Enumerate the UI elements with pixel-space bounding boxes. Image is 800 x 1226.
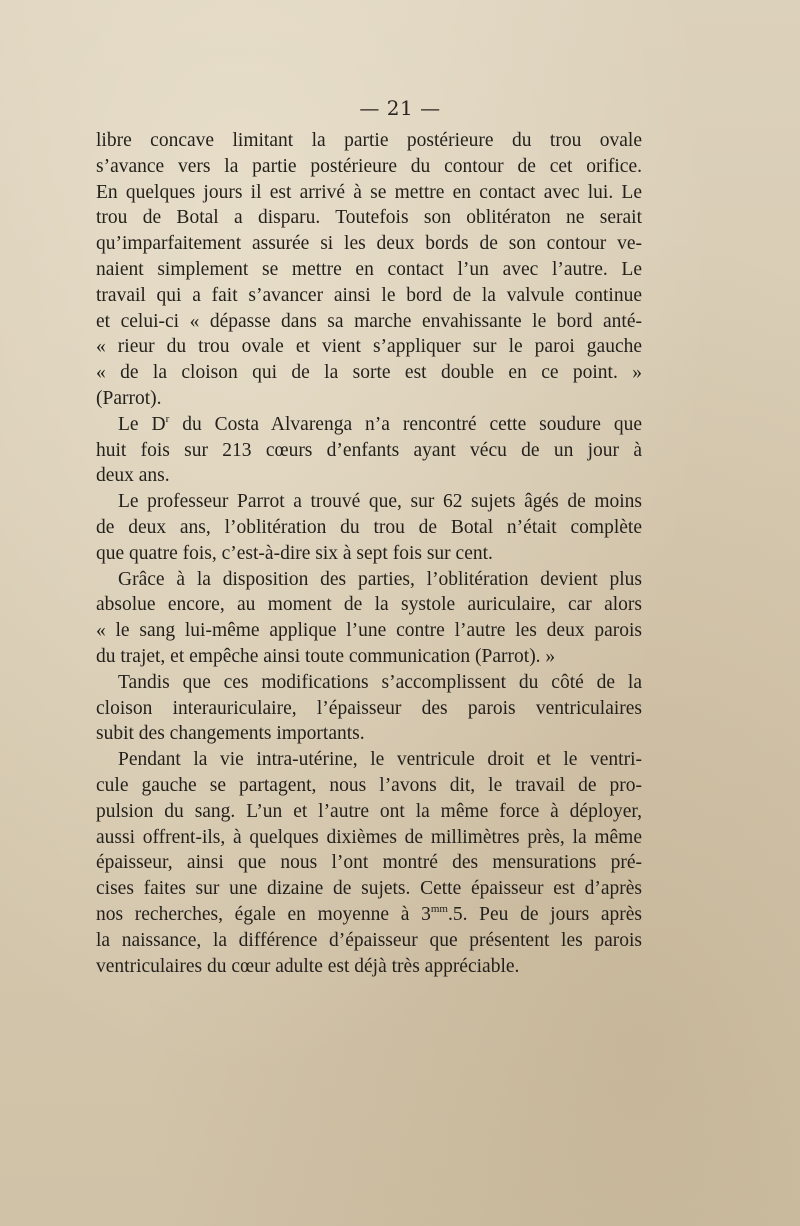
text-line: cule gauche se partagent, nous l’avons dit, le travail de pro-	[96, 774, 642, 796]
line-part: nos recherches, égale en moyenne à 3	[96, 903, 431, 925]
superscript: mm	[430, 902, 448, 915]
line-part: .5. Peu de jours après	[447, 903, 642, 925]
text-line: Grâce à la disposition des parties, l’oblitération devient plus	[118, 568, 642, 590]
text-line: ventriculaires du cœur adulte est déjà très appréciable.	[96, 955, 520, 977]
text-line: Pendant la vie intra-utérine, le ventricule droit et le ventri-	[118, 749, 642, 771]
text-line: Tandis que ces modifications s’accomplissent du côté de la	[118, 671, 642, 693]
text-line: pulsion du sang. L’un et l’autre ont la même force à déployer,	[96, 800, 642, 822]
text-line	[96, 902, 642, 928]
text-line: En quelques jours il est arrivé à se mettre en contact avec lui. Le	[96, 181, 642, 203]
text-line: cloison interauriculaire, l’épaisseur des parois ventriculaires	[96, 697, 642, 719]
text-line: de deux ans, l’oblitération du trou de Botal n’était complète	[96, 516, 642, 538]
line-part: Le D	[118, 413, 166, 435]
text-line: que quatre fois, c’est-à-dire six à sept fois sur cent.	[96, 542, 493, 564]
text-line: subit des changements importants.	[96, 723, 365, 745]
text-line: « rieur du trou ovale et vient s’appliquer sur le paroi gauche	[96, 336, 642, 358]
line-part: du Costa Alvarenga n’a rencontré cette soudure que	[169, 413, 643, 435]
text-line: trou de Botal a disparu. Toutefois son oblitératon ne serait	[96, 207, 642, 229]
text-line: Le professeur Parrot a trouvé que, sur 62 sujets âgés de moins	[118, 491, 642, 513]
text-line: la naissance, la différence d’épaisseur que présentent les parois	[96, 929, 642, 951]
text-line: libre concave limitant la partie postérieure du trou ovale	[96, 130, 642, 151]
text-line: cises faites sur une dizaine de sujets. Cette épaisseur est d’après	[96, 878, 642, 900]
text-line: qu’imparfaitement assurée si les deux bords de son contour ve-	[96, 233, 642, 255]
text-line: épaisseur, ainsi que nous l’ont montré des mensurations pré-	[96, 852, 642, 874]
text-line: huit fois sur 213 cœurs d’enfants ayant vécu de un jour à	[96, 439, 642, 461]
text-line: absolue encore, au moment de la systole auriculaire, car alors	[96, 594, 642, 616]
text-line: travail qui a fait s’avancer ainsi le bord de la valvule continue	[96, 284, 642, 306]
body-text	[96, 128, 642, 979]
text-line: (Parrot).	[96, 387, 162, 409]
text-line: s’avance vers la partie postérieure du contour de cet orifice.	[96, 155, 642, 177]
text-line	[96, 412, 642, 438]
text-line: naient simplement se mettre en contact l’un avec l’autre. Le	[96, 258, 642, 280]
text-line: du trajet, et empêche ainsi toute communication (Parrot). »	[96, 645, 556, 667]
superscript: r	[165, 412, 170, 425]
text-line: « le sang lui-même applique l’une contre l’autre les deux parois	[96, 620, 642, 642]
text-line: aussi offrent-ils, à quelques dixièmes de millimètres près, la même	[96, 826, 642, 848]
text-line: et celui-ci « dépasse dans sa marche envahissante le bord anté-	[96, 310, 642, 332]
text-line: deux ans.	[96, 465, 170, 487]
page-number: — 21 —	[359, 96, 441, 120]
text-line: « de la cloison qui de la sorte est double en ce point. »	[96, 362, 642, 384]
